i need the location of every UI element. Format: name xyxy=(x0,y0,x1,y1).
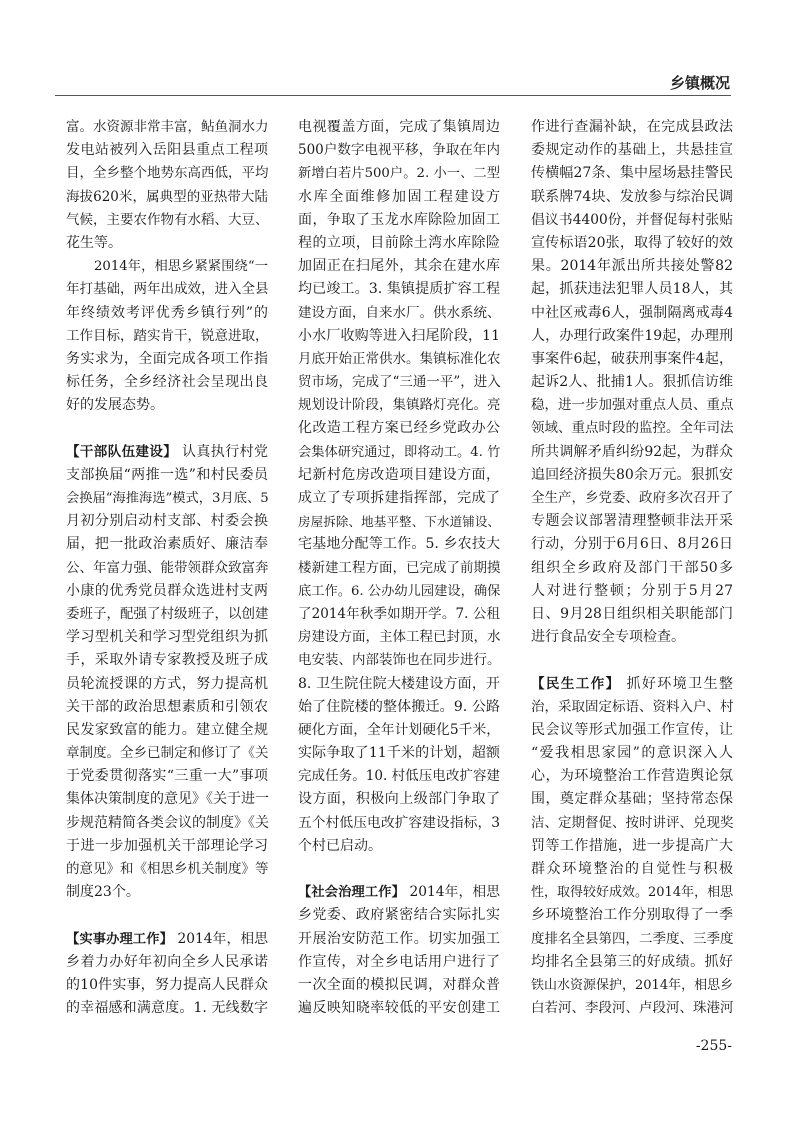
text-line: 了2014年秋季如期开学。7. 公租 xyxy=(298,605,500,622)
section-heading-line xyxy=(298,881,500,904)
section-paragraph xyxy=(66,441,268,905)
text-line: 人，办理行政案件19起，办理刑 xyxy=(531,327,733,344)
text-line: 月底开始正常供水。集镇标准化农 xyxy=(298,350,501,367)
text-line: 人对进行整顿；分别于5月27 xyxy=(531,582,733,599)
text-line: 开展治安防范工作。切实加强工 xyxy=(298,930,500,947)
text-line: 加固正在扫尾外，其余在建水库 xyxy=(298,258,500,275)
text-line: 成立了专项拆建指挥部，完成了 xyxy=(298,490,500,506)
text-line: 乡着力办好年初向全乡人民承诺 xyxy=(66,953,268,970)
text-line: 乡环境整治工作分别取得了一季 xyxy=(531,907,733,924)
text-line: 追回经济损失80余万元。狠抓安 xyxy=(531,466,733,483)
text-line: 民会议等形式加强工作宣传，让 xyxy=(531,721,733,738)
text-line: 学习型机关和学习型党组织为抓 xyxy=(66,629,268,646)
text-line: 宅基地分配等工作。5. 乡农技大 xyxy=(298,536,500,553)
text-line: 房建设方面，主体工程已封顶，水 xyxy=(298,629,501,646)
text-line: 联系牌74块、发放参与综治民调 xyxy=(531,188,733,205)
text-line: 发电站被列入岳阳县重点工程项 xyxy=(66,142,268,159)
text-line: 始了住院楼的整体搬迁。9. 公路 xyxy=(298,698,500,715)
header-divider xyxy=(55,95,731,96)
text-line: 日、9月28日组织相关职能部门 xyxy=(531,605,733,622)
paragraph xyxy=(298,116,500,858)
paragraph xyxy=(66,255,268,417)
text-line: 制度23个。 xyxy=(66,884,140,901)
text-line: 关干部的政治思想素质和引领农 xyxy=(66,698,268,715)
text-line: 工作目标，踏实肯干，锐意进取， xyxy=(66,327,269,344)
text-line: 硬化方面，全年计划硬化5千米， xyxy=(298,721,500,738)
text-column-2 xyxy=(298,116,500,1020)
text-line: 洁、定期督促、按时讲评、兑现奖 xyxy=(531,814,734,831)
text-line: 花生等。 xyxy=(66,234,122,251)
text-line: 罚等工作措施，进一步提高广大 xyxy=(531,837,733,854)
text-column-3 xyxy=(531,116,733,1020)
text-line: 乡党委、政府紧密结合实际扎实 xyxy=(298,907,500,924)
text-line: 会集体研究通过，即将动工。4. 竹 xyxy=(298,444,501,460)
text-line: 全生产，乡党委、政府多次召开了 xyxy=(531,490,734,506)
text-line: 的意见》和《相思乡机关制度》等 xyxy=(66,861,269,877)
text-line: 于党委贯彻落实“三重一大”事项 xyxy=(66,768,268,785)
paragraph-text: 认真执行村党 xyxy=(177,443,268,460)
section-heading-line xyxy=(531,673,733,696)
text-line: 作宣传，对全乡电话用户进行了 xyxy=(298,953,500,970)
text-line: “爱我相思家园”的意识深入人 xyxy=(531,745,733,762)
text-line: 电安装、内部装饰也在同步进行。 xyxy=(298,652,501,669)
text-line: 设方面，积极向上级部门争取了 xyxy=(298,791,500,808)
text-line: 会换届“海推海选”模式，3月底、5 xyxy=(66,491,269,506)
text-line: 性，取得较好成效。2014年，相思 xyxy=(531,885,734,901)
text-line: 所共调解矛盾纠纷92起，为群众 xyxy=(531,443,733,460)
paragraph-gap xyxy=(298,858,500,881)
text-line: 于进一步加强机关干部理论学习 xyxy=(66,837,268,854)
text-line: 组织全乡政府及部门干部50多 xyxy=(531,559,733,576)
text-line: 围，奠定群众基础；坚持常态保 xyxy=(531,791,733,808)
text-line: 好的发展态势。 xyxy=(66,397,164,414)
text-line: 8. 卫生院住院大楼建设方面，开 xyxy=(298,675,500,692)
paragraph-gap xyxy=(66,904,268,927)
section-paragraph xyxy=(66,928,268,1021)
text-line: 作进行查漏补缺，在完成县政法 xyxy=(531,119,733,135)
text-line: 遍反映知晓率较低的平安创建工 xyxy=(298,1000,500,1017)
text-line: 支部换届“两推一选”和村民委员 xyxy=(66,466,268,483)
paragraph-text: 2014年，相思 xyxy=(405,884,500,901)
text-line: 领域、重点时段的监控。全年司法 xyxy=(531,420,734,437)
text-line: 集体决策制度的意见》《关于进一 xyxy=(66,791,269,808)
text-line: 行动，分别于6月6日、8月26日 xyxy=(531,536,733,553)
text-line: 建设方面，自来水厂。供水系统、 xyxy=(298,304,501,321)
text-line: 房屋拆除、地基平整、下水道铺设、 xyxy=(298,514,500,530)
text-line: 起，抓获违法犯罪人员18人，其 xyxy=(531,281,733,298)
text-line: 的幸福感和满意度。1. 无线数字 xyxy=(66,1000,268,1017)
section-heading-line xyxy=(66,928,268,951)
text-line: 海拔620米，属典型的亚热带大陆 xyxy=(66,188,268,205)
text-line: 水库全面维修加固工程建设方 xyxy=(298,188,500,205)
text-line: 月初分别启动村支部、村委会换 xyxy=(66,513,268,530)
text-line: 的10件实事，努力提高人民群众 xyxy=(66,976,268,993)
text-line: 中社区戒毒6人，强制隔离戒毒4 xyxy=(531,304,733,321)
paragraph-gap xyxy=(531,649,733,672)
text-line: 富。水资源非常丰富，鲇鱼洞水力 xyxy=(66,119,269,135)
text-line: 果。2014年派出所共接处警82 xyxy=(531,258,733,275)
section-heading-line xyxy=(66,441,268,464)
text-line: 程的立项，目前除土湾水库除险 xyxy=(298,234,500,251)
text-line: 楼新建工程方面，已完成了前期摸 xyxy=(298,559,501,576)
text-line: 步规范精简各类会议的制度》《关 xyxy=(66,814,269,831)
text-line: 小水厂收购等进入扫尾阶段，11 xyxy=(298,327,500,344)
text-line: 专题会议部署清理整顿非法开采 xyxy=(531,513,733,530)
text-line: 宣传标语20张，取得了较好的效 xyxy=(531,234,733,251)
text-line: 圮新村危房改造项目建设方面， xyxy=(298,466,500,483)
page-number: -255- xyxy=(695,1038,732,1054)
text-line: 员轮流授课的方式，努力提高机 xyxy=(66,675,268,692)
text-line: 规划设计阶段，集镇路灯亮化。亮 xyxy=(298,397,501,414)
text-line: 均已竣工。3. 集镇提质扩容工程 xyxy=(298,281,500,298)
text-line: 稳，进一步加强对重点人员、重点 xyxy=(531,397,734,414)
text-line: 一次全面的模拟民调，对群众普 xyxy=(298,976,500,993)
text-line: 群众环境整治的自觉性与积极 xyxy=(531,861,733,877)
text-line: 500户数字电视平移，争取在年内 xyxy=(298,142,500,159)
text-line: 底工作。6. 公办幼儿园建设，确保 xyxy=(298,583,501,599)
paragraph xyxy=(66,116,268,255)
text-line: 届，把一批政治素质好、廉洁奉 xyxy=(66,536,268,553)
text-line: 气候，主要农作物有水稻、大豆、 xyxy=(66,211,269,228)
text-line: 倡议书4400份，并督促每村张贴 xyxy=(531,211,733,228)
text-line: 进行食品安全专项检查。 xyxy=(531,629,685,646)
text-line: 委规定动作的基础上，共悬挂宣 xyxy=(531,142,733,159)
text-line: 2014年，相思乡紧紧围绕“一 xyxy=(94,259,268,275)
text-line: 完成任务。10. 村低压电改扩容建 xyxy=(298,768,500,785)
text-line: 年打基础，两年出成效，进入全县 xyxy=(66,281,269,298)
text-line: 白若河、李段河、卢段河、珠港河 xyxy=(531,1000,734,1017)
text-line: 化改造工程方案已经乡党政办公 xyxy=(298,420,500,437)
text-line: 章制度。全乡已制定和修订了《关 xyxy=(66,745,269,762)
text-line: 小康的优秀党员群众选进村支两 xyxy=(66,582,268,599)
text-line: 标任务，全乡经济社会呈现出良 xyxy=(66,374,268,391)
text-line: 起诉2人、批捕1人。狠抓信访维 xyxy=(531,374,733,391)
paragraph-gap xyxy=(66,417,268,440)
text-line: 个村已启动。 xyxy=(298,837,382,854)
section-heading: 【实事办理工作】 xyxy=(66,931,173,947)
text-line: 新增白若片500户。2. 小一、二型 xyxy=(298,166,500,182)
section-paragraph xyxy=(298,881,500,1020)
section-heading: 【干部队伍建设】 xyxy=(66,443,178,460)
text-column-1 xyxy=(66,116,268,1020)
text-line: 面，争取了玉龙水库除险加固工 xyxy=(298,211,500,228)
section-heading: 【社会治理工作】 xyxy=(298,885,405,901)
text-line: 公、年富力强、能带领群众致富奔 xyxy=(66,559,269,576)
section-paragraph xyxy=(531,673,733,1021)
running-head-section-title: 乡镇概况 xyxy=(669,74,730,92)
text-line: 铁山水资源保护，2014年，相思乡 xyxy=(531,977,734,993)
text-line: 贸市场，完成了“三通一平”，进入 xyxy=(298,374,501,391)
text-line: 委班子，配强了村级班子，以创建 xyxy=(66,605,269,622)
text-line: 手，采取外请专家教授及班子成 xyxy=(66,652,268,669)
text-line: 实际争取了11千米的计划，超额 xyxy=(298,745,500,762)
text-line: 务实求为，全面完成各项工作指 xyxy=(66,350,268,367)
paragraph-text: 抓好环境卫生整 xyxy=(620,675,733,692)
text-line: 传横幅27条、集中屋场悬挂警民 xyxy=(531,165,733,182)
text-line: 均排名全县第三的好成绩。抓好 xyxy=(531,953,733,970)
paragraph xyxy=(531,116,733,649)
text-line: 度排名全县第四，二季度、三季度 xyxy=(531,930,734,947)
section-heading: 【民生工作】 xyxy=(531,675,621,692)
text-line: 年终绩效考评优秀乡镇行列”的 xyxy=(66,304,268,321)
text-line: 目，全乡整个地势东高西低，平均 xyxy=(66,165,269,182)
text-line: 电视覆盖方面，完成了集镇周边 xyxy=(298,119,500,135)
text-line: 五个村低压电改扩容建设指标，3 xyxy=(298,814,500,831)
text-line: 治，采取固定标语、资料入户、村 xyxy=(531,698,734,715)
text-line: 民发家致富的能力。建立健全规 xyxy=(66,721,268,738)
text-line: 心，为环境整治工作营造舆论氛 xyxy=(531,768,733,785)
paragraph-text: 2014年，相思 xyxy=(173,930,268,947)
text-line: 事案件6起，破获刑事案件4起， xyxy=(531,350,733,367)
